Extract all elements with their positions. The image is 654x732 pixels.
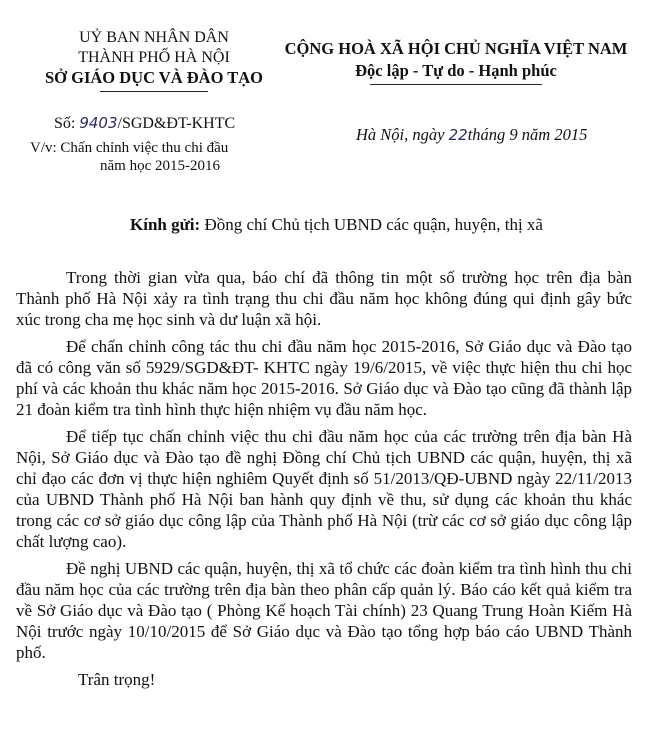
body-paragraph-1: Trong thời gian vừa qua, báo chí đã thông tin một số trường học trên địa bàn Thành phố Hà Nội xảy ra tình trạng thu chi đầu năm học không đúng qui định gây bức xúc trong cha mẹ học sinh và dư luận xã hội. bbox=[16, 268, 632, 329]
body-paragraph-3: Để tiếp tục chấn chỉnh việc thu chi đầu năm học của các trường trên địa bàn Hà Nội, Sở Giáo dục và Đào tạo đề nghị Đồng chí Chủ tịch UBND các quận, huyện, thị xã chỉ đạo các đơn vị thực hiện nghiêm Quyết định số 51/2013/QĐ-UBND ngày 22/11/2013 của UBND Thành phố Hà Nội ban hành quy định về thu, sử dụng các khoản thu khác trong các cơ sở giáo dục công lập của Thành phố Hà Nội (trừ các cơ sở giáo dục công lập chất lượng cao). bbox=[16, 427, 632, 551]
national-motto-header bbox=[280, 38, 632, 85]
national-motto: Độc lập - Tự do - Hạnh phúc bbox=[355, 61, 557, 80]
date-day-handwritten: 22 bbox=[448, 126, 468, 144]
subject-line-1: V/v: Chấn chỉnh việc thu chi đầu bbox=[30, 140, 229, 156]
agency-underline bbox=[100, 91, 208, 92]
agency-line-3: SỞ GIÁO DỤC VÀ ĐÀO TẠO bbox=[44, 68, 264, 87]
body-paragraph-4: Đề nghị UBND các quận, huyện, thị xã tổ chức các đoàn kiểm tra tình hình thu chi đầu năm học của các trường trên địa bàn theo phân cấp quản lý. Báo cáo kết quả kiểm tra về Sở Giáo dục và Đào tạo ( Phòng Kế hoạch Tài chính) 23 Quang Trung Hoàn Kiếm Hà Nội trước ngày 10/10/2015 để Sở Giáo dục và Đào tạo tổng hợp báo cáo UBND Thành phố. bbox=[16, 559, 632, 662]
recipient-line bbox=[130, 214, 543, 236]
document-number-handwritten: 9403 bbox=[79, 114, 118, 132]
document-number bbox=[54, 113, 235, 134]
agency-line-1: UỶ BAN NHÂN DÂN bbox=[79, 29, 229, 46]
country-name: CỘNG HOÀ XÃ HỘI CHỦ NGHĨA VIỆT NAM bbox=[284, 39, 628, 58]
body-paragraph-2: Để chấn chỉnh công tác thu chi đầu năm học 2015-2016, Sở Giáo dục và Đào tạo đã có công văn số 5929/SGD&ĐT- KHTC ngày 19/6/2015, về việc thực hiện thu chi học phí và các khoản thu khác năm học 2015-2016. Sở Giáo dục và Đào tạo cũng đã thành lập 21 đoàn kiểm tra tình hình thực hiện nhiệm vụ đầu năm học. bbox=[16, 337, 632, 419]
agency-line-2: THÀNH PHỐ HÀ NỘI bbox=[78, 49, 230, 66]
subject-line bbox=[30, 139, 228, 175]
subject-line-2: năm học 2015-2016 bbox=[100, 158, 220, 174]
date-suffix: tháng 9 năm 2015 bbox=[467, 125, 588, 144]
issue-date bbox=[356, 125, 587, 145]
motto-underline bbox=[370, 84, 542, 85]
date-prefix: Hà Nội, ngày bbox=[356, 125, 449, 144]
issuing-agency-header bbox=[26, 28, 282, 92]
document-number-prefix: Số: bbox=[54, 115, 80, 132]
letter-body bbox=[16, 267, 632, 696]
recipient-text: Đồng chí Chủ tịch UBND các quận, huyện, thị xã bbox=[200, 215, 543, 234]
closing-greeting: Trân trọng! bbox=[78, 670, 156, 689]
document-number-suffix: /SGD&ĐT-KHTC bbox=[117, 115, 236, 132]
recipient-label: Kính gửi: bbox=[130, 215, 201, 234]
